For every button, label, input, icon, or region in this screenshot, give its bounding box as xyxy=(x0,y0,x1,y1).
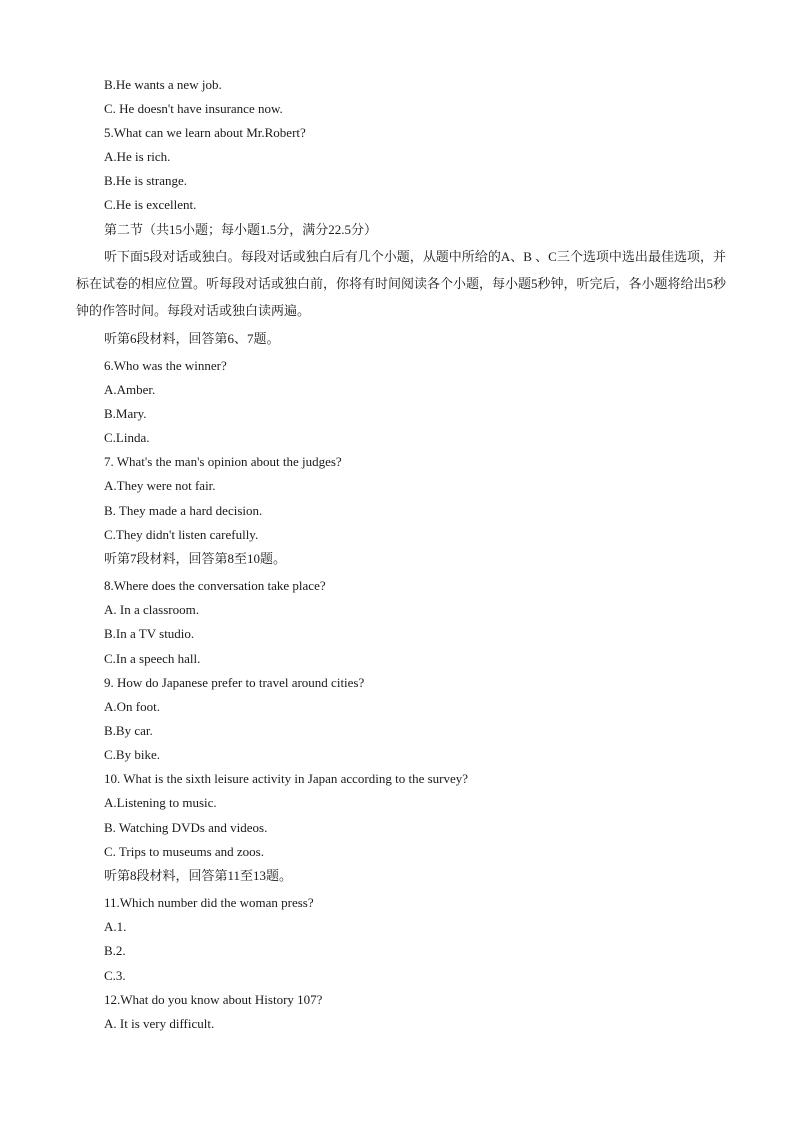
option-c-q9: C.By bike. xyxy=(104,747,160,762)
question-8: 8.Where does the conversation take place? xyxy=(104,578,326,593)
option-a-q5: A.He is rich. xyxy=(104,149,171,164)
question-5: 5.What can we learn about Mr.Robert? xyxy=(104,125,306,140)
option-b-q5: B.He is strange. xyxy=(104,173,188,188)
option-a-q7: A.They were not fair. xyxy=(104,478,216,493)
option-a-q9: A.On foot. xyxy=(104,699,160,714)
option-b-q10: B. Watching DVDs and videos. xyxy=(104,820,268,835)
option-c-q4: C. He doesn't have insurance now. xyxy=(104,101,283,116)
option-c-q10: C. Trips to museums and zoos. xyxy=(104,844,264,859)
question-12: 12.What do you know about History 107? xyxy=(104,992,323,1007)
question-10: 10. What is the sixth leisure activity in Japan according to the survey? xyxy=(104,771,469,786)
option-b-q9: B.By car. xyxy=(104,723,153,738)
material-6-heading: 听第6段材料，回答第6、7题。 xyxy=(104,331,280,346)
option-c-q11: C.3. xyxy=(104,968,126,983)
question-11: 11.Which number did the woman press? xyxy=(104,895,314,910)
option-b-q6: B.Mary. xyxy=(104,406,147,421)
option-a-q8: A. In a classroom. xyxy=(104,602,199,617)
section-instructions: 听下面5段对话或独白。每段对话或独白后有几个小题，从题中所给的A、B 、C三个选项中选出最佳选项，并标在试卷的相应位置。听每段对话或独白前，你将有时间阅读各个小题，每小题5秒钟，听完后，各小题将给出5秒钟的作答时间。每段对话或独白读两遍。 xyxy=(76,249,727,318)
option-b-q8: B.In a TV studio. xyxy=(104,626,195,641)
option-b-q4: B.He wants a new job. xyxy=(104,77,222,92)
option-c-q7: C.They didn't listen carefully. xyxy=(104,527,259,542)
option-a-q10: A.Listening to music. xyxy=(104,795,217,810)
section-heading: 第二节（共15小题；每小题1.5分，满分22.5分） xyxy=(104,222,378,237)
option-c-q5: C.He is excellent. xyxy=(104,197,197,212)
option-c-q6: C.Linda. xyxy=(104,430,150,445)
question-9: 9. How do Japanese prefer to travel around cities? xyxy=(104,675,365,690)
material-8-heading: 听第8段材料，回答第11至13题。 xyxy=(104,868,293,883)
question-6: 6.Who was the winner? xyxy=(104,358,227,373)
option-a-q6: A.Amber. xyxy=(104,382,156,397)
option-b-q7: B. They made a hard decision. xyxy=(104,503,263,518)
question-7: 7. What's the man's opinion about the judges? xyxy=(104,454,342,469)
option-a-q12: A. It is very difficult. xyxy=(104,1016,215,1031)
option-a-q11: A.1. xyxy=(104,919,127,934)
material-7-heading: 听第7段材料，回答第8至10题。 xyxy=(104,551,287,566)
option-b-q11: B.2. xyxy=(104,943,126,958)
option-c-q8: C.In a speech hall. xyxy=(104,651,201,666)
